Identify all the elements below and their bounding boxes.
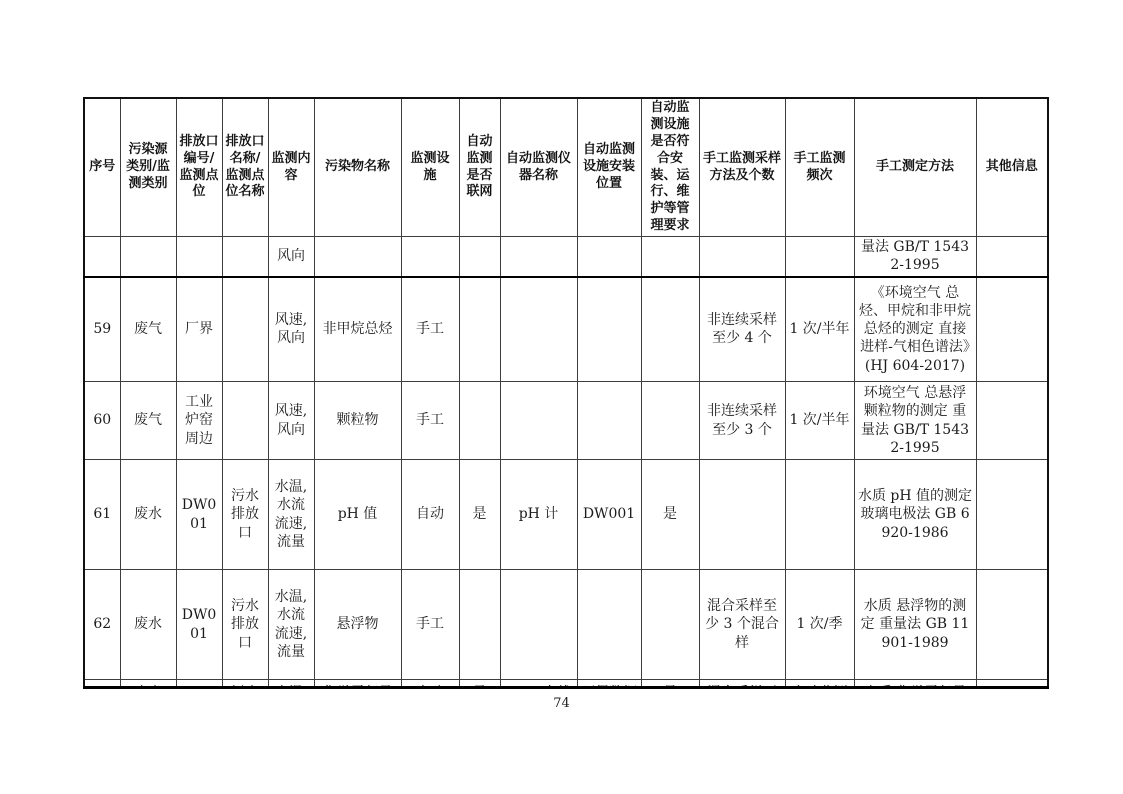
table-cell bbox=[785, 460, 854, 570]
table-cell: 61 bbox=[84, 460, 120, 570]
table-cell bbox=[500, 277, 577, 382]
column-header-7: 自动监测是否联网 bbox=[459, 98, 500, 237]
monitoring-table bbox=[83, 97, 1049, 689]
table-cell: pH 计 bbox=[500, 460, 577, 570]
table-cell: 60 bbox=[84, 382, 120, 460]
table-cell bbox=[699, 680, 785, 690]
table-cell: 62 bbox=[84, 570, 120, 680]
table-cell: 工业炉窑周边 bbox=[176, 382, 222, 460]
table-cell bbox=[500, 237, 577, 277]
table-header bbox=[84, 98, 1048, 237]
table-cell: 手工 bbox=[401, 570, 459, 680]
table-cell bbox=[976, 382, 1048, 460]
table-cell: 1 次/半年 bbox=[785, 382, 854, 460]
table-body bbox=[84, 237, 1048, 689]
table-cell bbox=[120, 237, 176, 277]
table-cell bbox=[976, 680, 1048, 690]
table-cell bbox=[268, 680, 314, 690]
table-cell bbox=[222, 382, 268, 460]
table-cell bbox=[641, 570, 699, 680]
table-cell: 废气 bbox=[120, 277, 176, 382]
table-cell bbox=[976, 570, 1048, 680]
table-cell: 自动 bbox=[401, 460, 459, 570]
table-cell bbox=[222, 680, 268, 690]
table-cell bbox=[976, 460, 1048, 570]
table-cell: 悬浮物 bbox=[314, 570, 401, 680]
table-cell: 污水排放口 bbox=[222, 460, 268, 570]
table-cell bbox=[577, 237, 641, 277]
table-cell bbox=[854, 680, 976, 690]
table-cell: 1 次/半年 bbox=[785, 277, 854, 382]
column-header-2: 排放口编号/监测点位 bbox=[176, 98, 222, 237]
table-cell: pH 值 bbox=[314, 460, 401, 570]
table-cell: 是 bbox=[641, 460, 699, 570]
table-cell bbox=[459, 237, 500, 277]
table-cell bbox=[459, 570, 500, 680]
table-cell bbox=[641, 237, 699, 277]
table-cell bbox=[459, 382, 500, 460]
table-cell bbox=[120, 680, 176, 690]
header-row bbox=[84, 98, 1048, 237]
column-header-1: 污染源类别/监测类别 bbox=[120, 98, 176, 237]
table-cell: 废气 bbox=[120, 382, 176, 460]
table-cell bbox=[222, 277, 268, 382]
table-cell bbox=[459, 277, 500, 382]
table-cell: 水温,水流流速,流量 bbox=[268, 460, 314, 570]
column-header-0: 序号 bbox=[84, 98, 120, 237]
column-header-4: 监测内容 bbox=[268, 98, 314, 237]
table-row bbox=[84, 277, 1048, 382]
table-cell bbox=[222, 237, 268, 277]
table-row bbox=[84, 460, 1048, 570]
table-cell bbox=[577, 570, 641, 680]
table-cell bbox=[401, 237, 459, 277]
column-header-5: 污染物名称 bbox=[314, 98, 401, 237]
table-page-clip bbox=[83, 97, 1049, 689]
table-row bbox=[84, 237, 1048, 277]
table-cell: 是 bbox=[459, 460, 500, 570]
table-cell: 风向 bbox=[268, 237, 314, 277]
table-cell: 手工 bbox=[401, 277, 459, 382]
table-cell bbox=[577, 277, 641, 382]
table-cell bbox=[401, 680, 459, 690]
table-cell bbox=[500, 382, 577, 460]
table-cell bbox=[785, 237, 854, 277]
table-cell: 风速,风向 bbox=[268, 382, 314, 460]
table-cell bbox=[641, 680, 699, 690]
table-cell: DW001 bbox=[176, 460, 222, 570]
table-cell bbox=[785, 680, 854, 690]
table-cell bbox=[500, 680, 577, 690]
table-cell: 废水 bbox=[120, 570, 176, 680]
table-cell bbox=[459, 680, 500, 690]
table-cell: 水质 悬浮物的测定 重量法 GB 11901-1989 bbox=[854, 570, 976, 680]
table-cell: 废水 bbox=[120, 460, 176, 570]
table-cell: 颗粒物 bbox=[314, 382, 401, 460]
table-cell bbox=[641, 382, 699, 460]
table-cell bbox=[641, 277, 699, 382]
table-cell: DW001 bbox=[176, 570, 222, 680]
column-header-3: 排放口名称/监测点位名称 bbox=[222, 98, 268, 237]
column-header-11: 手工监测采样方法及个数 bbox=[699, 98, 785, 237]
table-cell: 风速,风向 bbox=[268, 277, 314, 382]
table-cell: 厂界 bbox=[176, 277, 222, 382]
table-row bbox=[84, 382, 1048, 460]
column-header-13: 手工测定方法 bbox=[854, 98, 976, 237]
table-cell: 《环境空气 总烃、甲烷和非甲烷总烃的测定 直接进样-气相色谱法》(HJ 604-2017) bbox=[854, 277, 976, 382]
table-cell: 水质 pH 值的测定 玻璃电极法 GB 6920-1986 bbox=[854, 460, 976, 570]
table-cell bbox=[314, 237, 401, 277]
table-cell: DW001 bbox=[577, 460, 641, 570]
table-cell: 59 bbox=[84, 277, 120, 382]
table-row bbox=[84, 680, 1048, 690]
table-cell: 非甲烷总烃 bbox=[314, 277, 401, 382]
table-cell: 非连续采样至少 4 个 bbox=[699, 277, 785, 382]
table-cell: 污水排放口 bbox=[222, 570, 268, 680]
table-cell bbox=[314, 680, 401, 690]
page-number: 74 bbox=[553, 696, 570, 711]
table-cell bbox=[84, 680, 120, 690]
table-cell bbox=[577, 382, 641, 460]
table-cell: 1 次/季 bbox=[785, 570, 854, 680]
table-cell bbox=[500, 570, 577, 680]
table-cell bbox=[976, 237, 1048, 277]
column-header-9: 自动监测设施安装位置 bbox=[577, 98, 641, 237]
table-cell: 量法 GB/T 15432-1995 bbox=[854, 237, 976, 277]
table-cell bbox=[84, 237, 120, 277]
column-header-10: 自动监测设施是否符合安装、运行、维护等管理要求 bbox=[641, 98, 699, 237]
column-header-14: 其他信息 bbox=[976, 98, 1048, 237]
table-cell bbox=[699, 460, 785, 570]
table-row bbox=[84, 570, 1048, 680]
table-cell: 混合采样至少 3 个混合样 bbox=[699, 570, 785, 680]
table-cell bbox=[176, 237, 222, 277]
column-header-8: 自动监测仪器名称 bbox=[500, 98, 577, 237]
table-cell bbox=[699, 237, 785, 277]
table-cell: 水温,水流流速,流量 bbox=[268, 570, 314, 680]
column-header-12: 手工监测频次 bbox=[785, 98, 854, 237]
table-cell bbox=[577, 680, 641, 690]
column-header-6: 监测设施 bbox=[401, 98, 459, 237]
table-cell: 非连续采样至少 3 个 bbox=[699, 382, 785, 460]
table-cell bbox=[976, 277, 1048, 382]
table-cell bbox=[176, 680, 222, 690]
table-cell: 手工 bbox=[401, 382, 459, 460]
table-cell: 环境空气 总悬浮颗粒物的测定 重量法 GB/T 15432-1995 bbox=[854, 382, 976, 460]
